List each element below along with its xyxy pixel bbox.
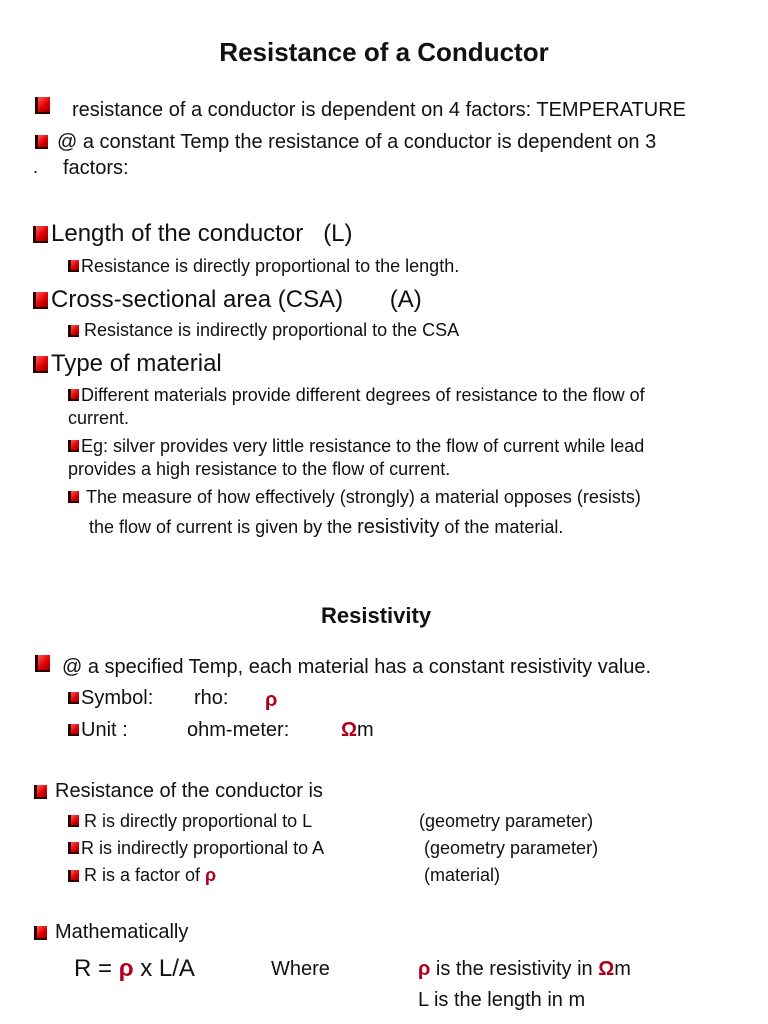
bullet-icon [35,135,48,149]
bullet-icon [34,926,47,940]
intro-dot: . [33,157,39,177]
relation-3: R is a factor of ρ [84,865,217,885]
bullet-icon [34,785,47,799]
relation-2: R is indirectly proportional to A [81,838,325,858]
formula: R = ρ x L/A [74,955,195,982]
sub-bullet-icon [68,325,79,337]
bullet-icon [35,655,50,672]
material-p1b: current. [68,408,130,428]
relations-heading: Resistance of the conductor is [55,780,323,802]
unit-label: Unit : [81,719,128,741]
sub-bullet-icon [68,870,79,882]
relation-3-note: (material) [424,865,501,885]
resistivity-term: resistivity [357,516,440,538]
sub-bullet-icon [68,491,79,503]
intro-line-2-cont: factors: [63,157,129,179]
factor-csa-detail: Resistance is indirectly proportional to the CSA [84,320,460,340]
material-p1a: Different materials provide different degrees of resistance to the flow of [81,385,645,405]
page-title: Resistance of a Conductor [219,37,549,67]
factor-length-heading: Length of the conductor (L) [51,220,353,247]
bullet-icon [33,292,48,309]
where-line-2: L is the length in m [418,989,586,1011]
math-heading: Mathematically [55,921,189,943]
intro-line-2: @ a constant Temp the resistance of a conductor is dependent on 3 [57,131,657,153]
rho-symbol: ρ [265,689,278,711]
sub-bullet-icon [68,440,79,452]
bullet-icon [33,226,48,243]
where-line-1: ρ is the resistivity in Ωm [418,958,631,980]
sub-bullet-icon [68,815,79,827]
symbol-name: rho: [194,687,229,709]
resistivity-heading: Resistivity [321,603,432,628]
factor-csa-heading: Cross-sectional area (CSA) (A) [51,286,422,313]
relation-1-note: (geometry parameter) [419,811,594,831]
material-p3a: The measure of how effectively (strongly) a material opposes (resists) [86,487,641,507]
factor-material-heading: Type of material [51,350,222,377]
sub-bullet-icon [68,260,79,272]
where-label: Where [271,958,330,980]
sub-bullet-icon [68,842,79,854]
intro-line-1: resistance of a conductor is dependent on 4 factors: TEMPERATURE [72,99,687,121]
material-p2b: provides a high resistance to the flow of current. [68,459,451,479]
material-p2a: Eg: silver provides very little resistance to the flow of current while lead [81,436,645,456]
material-p3b: the flow of current is given by the resistivity of the material. [89,516,564,538]
unit-name: ohm-meter: [187,719,290,741]
symbol-label: Symbol: [81,687,154,709]
relation-2-note: (geometry parameter) [424,838,599,858]
sub-bullet-icon [68,389,79,401]
resistivity-line-1: @ a specified Temp, each material has a constant resistivity value. [62,656,652,678]
bullet-icon [35,97,50,114]
sub-bullet-icon [68,724,79,736]
unit-symbol: Ωm [341,719,374,741]
factor-length-detail: Resistance is directly proportional to the length. [81,256,460,276]
relation-1: R is directly proportional to L [84,811,313,831]
bullet-icon [33,356,48,373]
sub-bullet-icon [68,692,79,704]
